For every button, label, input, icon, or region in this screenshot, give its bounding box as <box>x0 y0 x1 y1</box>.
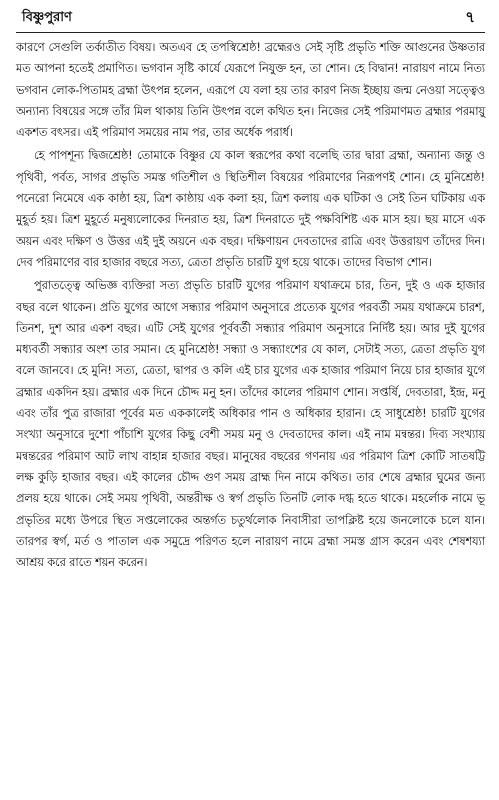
body-text <box>16 37 485 573</box>
header-rule <box>16 32 485 33</box>
paragraph-3: পুরাতত্ত্বে অভিজ্ঞ ব্যক্তিরা সত্য প্রভৃতি চারটি যুগের পরিমাণ যথাক্রমে চার, তিন, দুই ও এক হাজার বছর বলে থাকেন। প্রতি যুগের আগে সন্ধ্যার পরিমাণ অনুসারে প্রত্যেক যুগের পরবর্তী সময় যথাক্রমে চারশ, তিনশ, দুশ আর একশ বছর। এটি সেই যুগের পূর্ববর্তী সন্ধ্যার পরিমাণ অনুসারে নির্দিষ্ট হয়। আর দুই যুগের মধ্যবর্তী সন্ধ্যার অংশ তার সমান। হে মুনিশ্রেষ্ঠ! সন্ধ্যা ও সন্ধ্যাংশের যে কাল, সেটাই সত্য, ত্রেতা প্রভৃতি যুগ বলে জানবে। হে মুনি! সত্য, ত্রেতা, দ্বাপর ও কলি এই চার যুগের এক হাজার পরিমাণ নিয়ে চার হাজার যুগে ব্রহ্মার একদিন হয়। ব্রহ্মার এক দিনে চৌদ্দ মনু হন। তাঁদের কালের পরিমাণ শোন। সপ্তর্ষি, দেবতারা, ইন্দ্র, মনু এবং তাঁর পুত্র রাজারা পূর্বের মত এককালেই অধিকার পান ও অধিকার হারান। হে সাধুশ্রেষ্ঠ! চারটি যুগের সংখ্যা অনুসারে দুশো পাঁচাশি যুগের কিছু বেশী সময় মনু ও দেবতাদের কাল। এই নাম মন্বন্তর। দিব্য সংখ্যায় মন্বন্তরের পরিমাণ আট লাখ বাহান্ন হাজার বছর। মানুষের বছরের গণনায় এর পরিমাণ ত্রিশ কোটি সাতষট্টি লক্ষ কুড়ি হাজার বছর। এই কালের চৌদ্দ গুণ সময় ব্রাহ্ম দিন নামে কথিত। তার শেষে ব্রহ্মার ঘুমের জন্য প্রলয় হয়ে থাকে। সেই সময় পৃথিবী, অন্তরীক্ষ ও স্বর্গ প্রভৃতি তিনটি লোক দগ্ধ হতে থাকে। মহর্লোক নামে ভূ প্রভৃতির মধ্যে উপরে স্থিত সপ্তলোকের অন্তর্গত চতুর্থলোক নিবাসীরা তাপক্লিষ্ট হয়ে জনলোকে চলে যান। তারপর স্বর্গ, মর্ত ও পাতাল এক সমুদ্রে পরিণত হলে নারায়ণ নামে ব্রহ্মা সমস্ত গ্রাস করেন এবং শেষশয্যা আশ্রয় করে রাতে শয়ন করেন। <box>16 279 485 570</box>
paragraph-1: কারণে সেগুলি তর্কাতীত বিষয়। অতএব হে তপস্বিশ্রেষ্ঠ! ব্রহ্মেরও সেই সৃষ্টি প্রভৃতি শক্তি আগুনের উষ্ণতার মত আপনা হতেই প্রমাণিত। ভগবান সৃষ্টি কার্যে যেরূপে নিযুক্ত হন, তা শোন। হে বিদ্বান! নারায়ণ নামে নিত্য ভগবান লোক-পিতামহ ব্রহ্মা উৎপন্ন হলেন, এরূপে যে বলা হয় তার কারণ নিজ ইচ্ছায় জন্ম নেওয়া সত্ত্বেও অন্যান্য বিষয়ের সঙ্গে তাঁর মিল থাকায় তিনি উৎপন্ন বলে কথিত হন। নিজের সেই পরিমাণমত ব্রহ্মার পরমায়ু একশত বৎসর। এই পরিমাণ সময়ের নাম পর, তার অর্ধেক পরার্ধ। <box>16 41 485 140</box>
paragraph-2: হে পাপশূন্য দ্বিজশ্রেষ্ঠ! তোমাকে বিষ্ণুর যে কাল স্বরূপের কথা বলেছি তার দ্বারা ব্রহ্মা, অন্যান্য জন্তু ও পৃথিবী, পর্বত, সাগর প্রভৃতি সমস্ত গতিশীল ও স্থিতিশীল বিষয়ের পরিমাণের নিরূপণই শোন। হে মুনিশ্রেষ্ঠ! পনেরো নিমেষে এক কাষ্ঠা হয়, ত্রিশ কাষ্ঠায় এক কলা হয়, ত্রিশ কলায় এক ঘটিকা ও সেই তিন ঘটিকায় এক মুহূর্ত হয়। ত্রিশ মুহূর্তে মনুষ্যলোকের দিনরাত হয়, ত্রিশ দিনরাতে দুই পক্ষবিশিষ্ট এক মাস হয়। ছয় মাসে এক অয়ন এবং দক্ষিণ ও উত্তর এই দুই অয়নে এক বছর। দক্ষিণায়ন দেবতাদের রাত্রি এবং উত্তরায়ণ তাঁদের দিন। দেব পরিমাণের বার হাজার বছরে সত্য, ত্রেতা প্রভৃতি চারটি যুগ হয়ে থাকে। তাদের বিভাগ শোন। <box>16 149 485 269</box>
running-header <box>16 6 485 28</box>
book-title: বিষ্ণুপুরাণ <box>22 10 72 25</box>
page-number: ৭ <box>465 8 475 26</box>
